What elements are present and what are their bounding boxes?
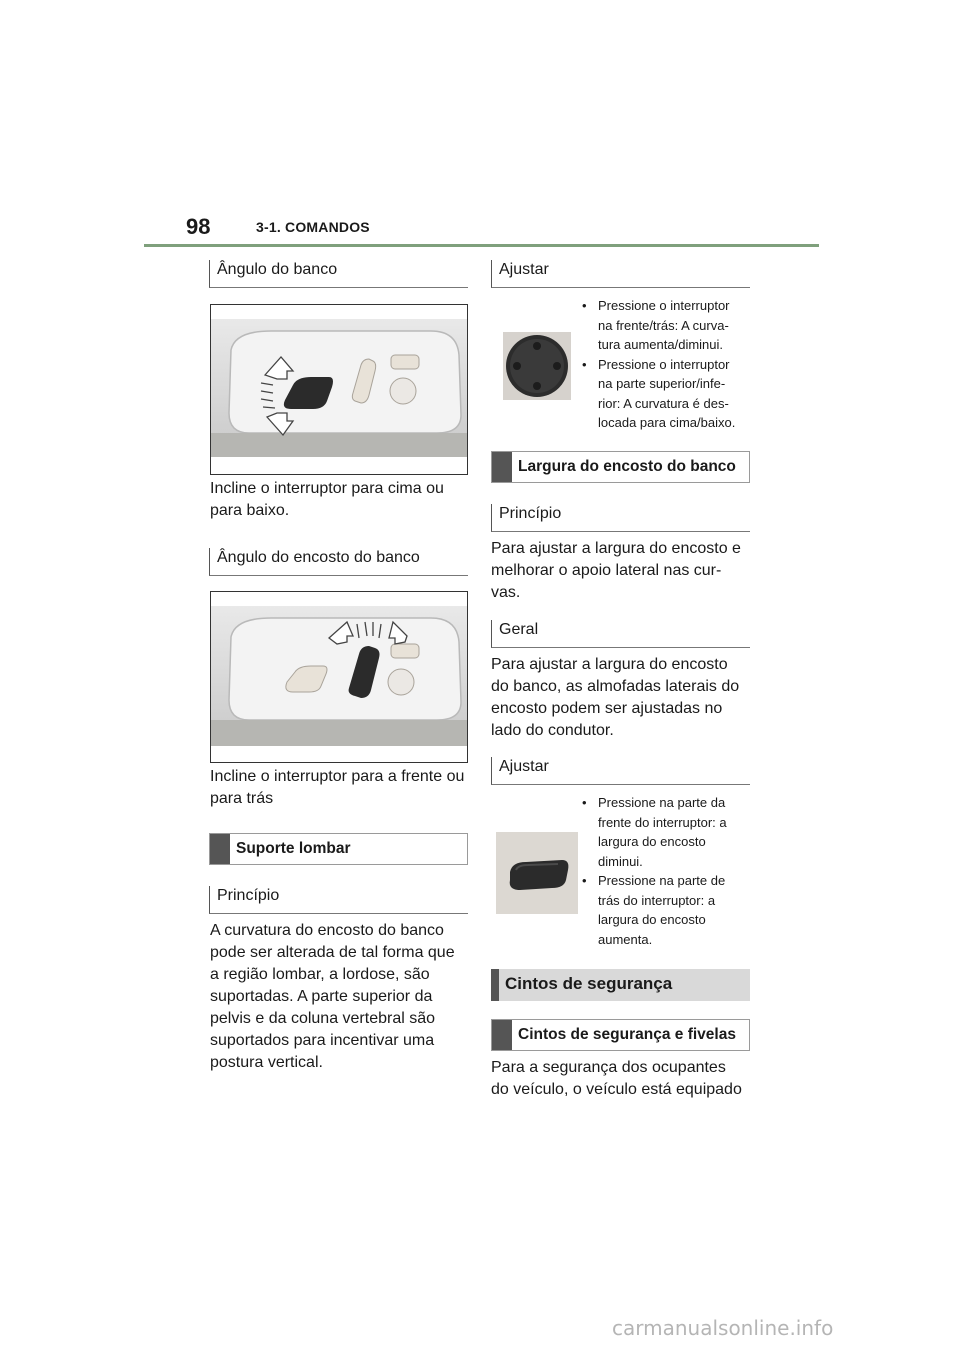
heading-block <box>210 834 230 864</box>
bullet-line: locada para cima/baixo. <box>598 415 736 430</box>
backrest-angle-figure <box>210 591 468 763</box>
text-line: postura vertical. <box>210 1054 323 1071</box>
bullet-line: na frente/trás: A curva- <box>598 317 729 333</box>
bullet-line: largura do encosto <box>598 834 706 849</box>
heading-text: Suporte lombar <box>236 840 351 857</box>
heading-principio-lombar <box>209 886 468 914</box>
heading-text: Ângulo do banco <box>217 261 338 278</box>
heading-text: Princípio <box>499 505 562 522</box>
principio-largura-text <box>491 538 753 604</box>
seat-control-panel-image <box>211 305 467 474</box>
heading-cintos-fivelas <box>491 1019 750 1051</box>
bullet-item <box>580 355 755 433</box>
bullet-line: • Pressione na parte da <box>598 795 726 810</box>
cintos-text <box>491 1057 753 1101</box>
caption-line: para baixo. <box>210 502 290 519</box>
text-line: melhorar o apoio lateral nas cur- <box>491 562 722 579</box>
section-title: 3-1. COMANDOS <box>256 219 370 235</box>
width-switch-image <box>496 832 578 914</box>
ajustar-lombar-bullets <box>580 296 755 433</box>
bullet-line: tura aumenta/diminui. <box>598 337 724 352</box>
text-line: Para a segurança dos ocupantes <box>491 1059 726 1076</box>
principio-lombar-text <box>210 920 472 1074</box>
heading-geral <box>491 620 750 648</box>
heading-text: Largura do encosto do banco <box>518 458 736 475</box>
backrest-control-panel-image <box>211 592 467 762</box>
bullet-line: • Pressione na parte de <box>598 873 726 888</box>
bullet-line: diminui. <box>598 853 643 869</box>
width-switch-figure <box>496 832 578 914</box>
text-line: suportadas. A parte superior da <box>210 988 433 1005</box>
caption-angulo-encosto <box>210 766 470 810</box>
bullet-item <box>580 871 755 949</box>
text-line: Para ajustar a largura do encosto e <box>491 540 741 557</box>
text-line: vas. <box>491 584 521 601</box>
bullet-line: trás do interruptor: a <box>598 892 716 908</box>
bullet-line: rior: A curvatura é des- <box>598 395 729 411</box>
heading-angulo-encosto <box>209 548 468 576</box>
bullet-item <box>580 296 755 355</box>
text-line: pode ser alterada de tal forma que <box>210 944 455 961</box>
bullet-line: • Pressione o interruptor <box>598 356 730 372</box>
caption-line: Incline o interruptor para a frente ou <box>210 768 465 785</box>
section-heading-cintos: Cintos de segurança <box>491 969 750 1001</box>
bullet-line: • Pressione o interruptor <box>598 298 730 313</box>
text-line: suportados para incentivar uma <box>210 1032 435 1049</box>
bullet-line: largura do encosto <box>598 912 706 927</box>
bullet-line: na parte superior/infe- <box>598 376 726 391</box>
heading-text: Geral <box>499 621 539 638</box>
heading-principio-largura <box>491 504 750 532</box>
text-line: Para ajustar a largura do encosto <box>491 656 728 673</box>
heading-text: Princípio <box>217 887 280 904</box>
text-line: a região lombar, a lordose, são <box>210 966 430 983</box>
heading-block <box>492 452 512 482</box>
text-line: lado do condutor. <box>491 722 614 739</box>
watermark: carmanualsonline.info <box>612 1316 834 1340</box>
caption-line: para trás <box>210 790 274 807</box>
heading-text: Ajustar <box>499 758 549 775</box>
bullet-line: frente do interruptor: a <box>598 814 727 830</box>
seat-angle-figure <box>210 304 468 475</box>
text-line: do veículo, o veículo está equipado <box>491 1081 742 1098</box>
bullet-item <box>580 793 755 871</box>
text-line: do banco, as almofadas laterais do <box>491 678 740 695</box>
heading-suporte-lombar <box>209 833 468 865</box>
bullet-line: aumenta. <box>598 931 653 947</box>
heading-angulo-banco <box>209 260 468 288</box>
heading-ajustar-largura <box>491 757 750 785</box>
heading-block <box>492 1020 512 1050</box>
heading-text: Cintos de segurança e fivelas <box>518 1026 736 1043</box>
caption-angulo-banco <box>210 478 470 522</box>
caption-line: Incline o interruptor para cima ou <box>210 480 444 497</box>
heading-text: Ângulo do encosto do banco <box>217 549 420 566</box>
lumbar-switch-figure <box>503 332 571 400</box>
header-rule <box>144 244 819 247</box>
heading-largura-encosto <box>491 451 750 483</box>
ajustar-largura-bullets <box>580 793 755 949</box>
page-number: 98 <box>186 214 211 239</box>
heading-text: Ajustar <box>499 261 549 278</box>
heading-ajustar-lombar <box>491 260 750 288</box>
text-line: encosto podem ser ajustadas no <box>491 700 723 717</box>
geral-text <box>491 654 753 742</box>
lumbar-switch-image <box>503 332 571 400</box>
text-line: pelvis e da coluna vertebral são <box>210 1010 436 1027</box>
text-line: A curvatura do encosto do banco <box>210 922 444 939</box>
